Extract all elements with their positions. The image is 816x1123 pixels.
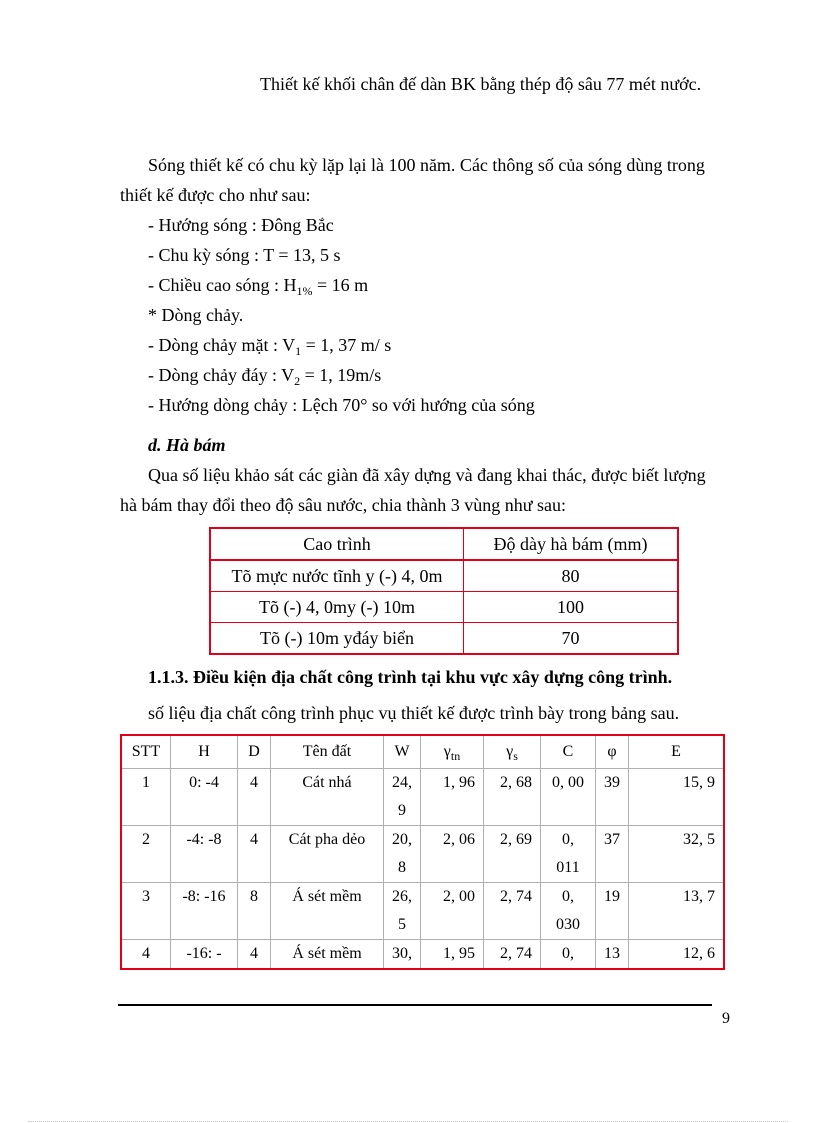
table-cell: 30, [384, 940, 421, 970]
table-cell: 2, 74 [484, 940, 541, 970]
geology-table [120, 734, 725, 970]
table-cell: 2, 00 [421, 883, 484, 940]
table-cell: 0, 011 [541, 826, 596, 883]
table-cell: 13, 7 [629, 883, 725, 940]
section-d-line-1: Qua số liệu khảo sát các giàn đã xây dựng và đang khai thác, được biết lượng [148, 465, 706, 485]
table-cell: 8 [238, 883, 271, 940]
table-cell: Á sét mềm [271, 940, 384, 970]
table-row [121, 883, 724, 940]
table-cell: 1, 95 [421, 940, 484, 970]
footer-divider [118, 1004, 712, 1006]
table-header-row [121, 735, 724, 769]
page-bottom-dotted-line [28, 1121, 788, 1122]
table-cell: 4 [238, 769, 271, 826]
table-cell: 13 [596, 940, 629, 970]
table-cell: 1, 96 [421, 769, 484, 826]
intro-line-2: thiết kế được cho như sau: [120, 185, 311, 205]
table-header-cell: φ [596, 735, 629, 769]
table-cell: 4 [121, 940, 171, 970]
section-113-line: số liệu địa chất công trình phục vụ thiết kế được trình bày trong bảng sau. [148, 703, 680, 723]
gamma-s-subscript: s [513, 749, 518, 763]
table-cell: Á sét mềm [271, 883, 384, 940]
table-cell: 2, 69 [484, 826, 541, 883]
section-d-line-2: hà bám thay đổi theo độ sâu nước, chia thành 3 vùng như sau: [120, 495, 566, 515]
gamma-symbol: γ [443, 743, 451, 760]
table-cell: 39 [596, 769, 629, 826]
table-cell: -4: -8 [171, 826, 238, 883]
table-cell: Tõ (-) 4, 0my (-) 10m [210, 592, 464, 623]
table-cell: 24, 9 [384, 769, 421, 826]
table-row [210, 623, 678, 655]
param-wave-height [148, 270, 368, 302]
bottom-current-value: = 1, 19m/s [300, 365, 382, 385]
table-cell: -8: -16 [171, 883, 238, 940]
table-header-cell-gamma-s [484, 735, 541, 769]
table-cell: 2, 68 [484, 769, 541, 826]
table-cell: 4 [238, 826, 271, 883]
surface-current-label: - Dòng chảy mặt : V [148, 335, 296, 355]
bottom-current-subscript: 2 [294, 374, 301, 388]
table-cell: 12, 6 [629, 940, 725, 970]
gamma-symbol: γ [506, 743, 514, 760]
table-header-row [210, 528, 678, 560]
header-title: Thiết kế khối chân đế dàn BK bằng thép độ sâu 77 mét nước. [260, 74, 702, 94]
table-row [121, 826, 724, 883]
wave-height-value: = 16 m [312, 275, 369, 295]
table-cell: 80 [464, 560, 679, 592]
bottom-current-label: - Dòng chảy đáy : V [148, 365, 295, 385]
table-header-cell: Tên đất [271, 735, 384, 769]
table-cell: Tõ (-) 10m yđáy biển [210, 623, 464, 655]
table-cell: 0, 030 [541, 883, 596, 940]
table-cell: 2, 74 [484, 883, 541, 940]
table-cell: 15, 9 [629, 769, 725, 826]
table-row [121, 940, 724, 970]
table-row [210, 560, 678, 592]
table-cell: Tõ mực nước tĩnh y (-) 4, 0m [210, 560, 464, 592]
table-cell: 2, 06 [421, 826, 484, 883]
table-header-cell: D [238, 735, 271, 769]
table-header-cell: E [629, 735, 725, 769]
table-row [121, 769, 724, 826]
table-cell: Cát pha dẻo [271, 826, 384, 883]
table-header-cell: C [541, 735, 596, 769]
table-cell: 70 [464, 623, 679, 655]
table-cell: 26, 5 [384, 883, 421, 940]
table-cell: 32, 5 [629, 826, 725, 883]
table-cell: 1 [121, 769, 171, 826]
table-header-cell: STT [121, 735, 171, 769]
table-cell: 19 [596, 883, 629, 940]
section-113-heading: 1.1.3. Điều kiện địa chất công trình tại khu vực xây dựng công trình. [148, 667, 673, 687]
table-row [210, 592, 678, 623]
table-cell: 0: -4 [171, 769, 238, 826]
surface-current-subscript: 1 [295, 344, 302, 358]
param-current-direction: - Hướng dòng chảy : Lệch 70° so với hướng của sóng [148, 395, 535, 415]
param-bottom-current [148, 360, 381, 392]
table-cell: 2 [121, 826, 171, 883]
section-d-heading: d. Hà bám [148, 435, 226, 455]
param-current-heading: * Dòng chảy. [148, 305, 244, 325]
wave-height-subscript: 1% [296, 284, 313, 298]
table-header-cell: Độ dày hà bám (mm) [464, 528, 679, 560]
table-cell: 3 [121, 883, 171, 940]
table-header-cell-gamma-tn [421, 735, 484, 769]
table-cell: 100 [464, 592, 679, 623]
surface-current-value: = 1, 37 m/ s [301, 335, 392, 355]
fouling-thickness-table [209, 527, 679, 655]
table-header-cell: W [384, 735, 421, 769]
table-cell: 0, [541, 940, 596, 970]
param-wave-period: - Chu kỳ sóng : T = 13, 5 s [148, 245, 341, 265]
page-number: 9 [722, 1010, 730, 1027]
table-cell: 0, 00 [541, 769, 596, 826]
table-cell: Cát nhá [271, 769, 384, 826]
table-cell: -16: - [171, 940, 238, 970]
table-cell: 37 [596, 826, 629, 883]
wave-height-label: - Chiều cao sóng : H [148, 275, 297, 295]
table-cell: 20, 8 [384, 826, 421, 883]
table-header-cell: Cao trình [210, 528, 464, 560]
intro-line-1: Sóng thiết kế có chu kỳ lặp lại là 100 năm. Các thông số của sóng dùng trong [148, 155, 705, 175]
param-wave-direction: - Hướng sóng : Đông Bắc [148, 215, 334, 235]
table-header-cell: H [171, 735, 238, 769]
param-surface-current [148, 330, 391, 362]
table-cell: 4 [238, 940, 271, 970]
gamma-tn-subscript: tn [450, 749, 461, 763]
